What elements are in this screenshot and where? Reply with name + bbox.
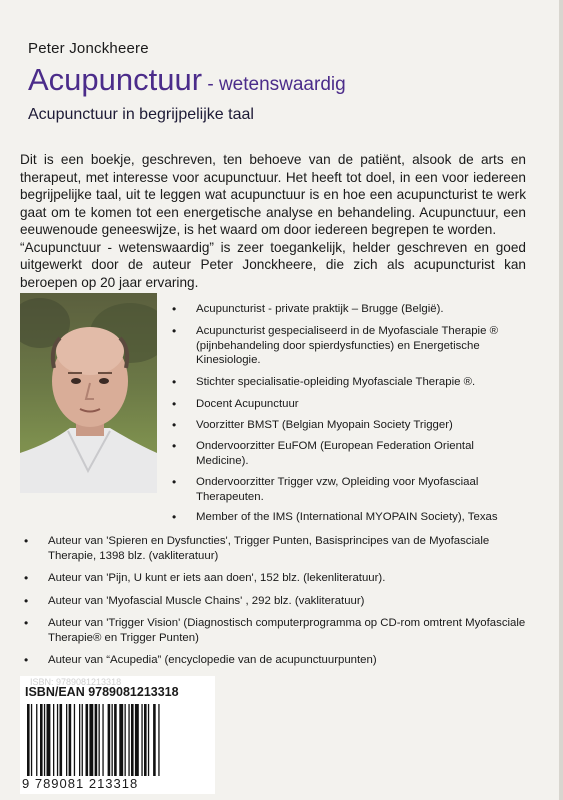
title-sub: - wetenswaardig bbox=[202, 74, 346, 95]
bullet-icon: • bbox=[172, 418, 177, 432]
bullet-icon: • bbox=[172, 510, 177, 524]
bullet-icon: • bbox=[172, 302, 177, 316]
credential-item: • Stichter specialisatie-opleiding Myofasciale Therapie ®. bbox=[172, 375, 476, 389]
title-main: Acupunctuur bbox=[28, 62, 203, 97]
credential-item: • Docent Acupunctuur bbox=[172, 397, 299, 411]
book-title bbox=[28, 62, 346, 98]
barcode bbox=[20, 676, 215, 794]
intro-paragraph-2: “Acupunctuur - wetenswaardig” is zeer toegankelijk, helder geschreven en goed uitgewerkt door de auteur Peter Jonckheere, die zich als acupuncturist kan beroepen op 20 jaar ervaring. bbox=[20, 239, 526, 290]
book-subtitle: Acupunctuur in begrijpelijke taal bbox=[28, 106, 254, 123]
author-portrait-illustration bbox=[20, 293, 157, 493]
bullet-icon: • bbox=[24, 616, 29, 630]
credential-item: • Ondervoorzitter Trigger vzw, Opleiding voor Myofasciaal Therapeuten. bbox=[172, 475, 479, 503]
author-name: Peter Jonckheere bbox=[28, 40, 149, 57]
barcode-ghost-text: ISBN: 9789081213318 bbox=[30, 677, 122, 687]
credential-item: • Voorzitter BMST (Belgian Myopain Society Trigger) bbox=[172, 418, 453, 432]
bullet-icon: • bbox=[172, 375, 177, 389]
publication-item: • Auteur van 'Myofascial Muscle Chains' , 292 blz. (vakliteratuur) bbox=[24, 594, 365, 608]
author-photo bbox=[20, 293, 157, 493]
bullet-icon: • bbox=[172, 397, 177, 411]
publication-item: • Auteur van 'Trigger Vision' (Diagnostisch computerprogramma op CD-rom omtrent Myofasciale Therapie® en Trigger Punten) bbox=[24, 616, 526, 644]
bullet-icon: • bbox=[172, 324, 177, 338]
publication-item: • Auteur van 'Spieren en Dysfuncties', Trigger Punten, Basisprincipes van de Myofasciale Therapie, 1398 blz. (vakliteratuur) bbox=[24, 534, 490, 562]
credential-item: • Acupuncturist gespecialiseerd in de Myofasciale Therapie ® (pijnbehandeling door spierdysfuncties) en Energetische Kinesiologie. bbox=[172, 324, 498, 366]
credential-item: • Ondervoorzitter EuFOM (European Federation Oriental Medicine). bbox=[172, 439, 474, 467]
intro-text bbox=[20, 151, 526, 291]
bullet-icon: • bbox=[24, 653, 29, 667]
bullet-icon: • bbox=[24, 534, 29, 548]
bullet-icon: • bbox=[24, 594, 29, 608]
barcode-bars bbox=[27, 704, 209, 776]
publication-item: • Auteur van 'Pijn, U kunt er iets aan doen', 152 blz. (lekenliteratuur). bbox=[24, 571, 386, 585]
credential-item: • Member of the IMS (International MYOPAIN Society), Texas bbox=[172, 510, 498, 524]
publication-item: • Auteur van “Acupedia” (encyclopedie van de acupunctuurpunten) bbox=[24, 653, 377, 667]
credential-item: • Acupuncturist - private praktijk – Brugge (België). bbox=[172, 302, 444, 316]
intro-paragraph-1: Dit is een boekje, geschreven, ten behoeve van de patiënt, alsook de arts en therapeut, met interesse voor acupunctuur. Het heeft tot doel, in een voor iedereen begrijpelijke taal, uit te leggen wat acupunctuur is en hoe een acupuncturist te werk gaat om te komen tot een energetische analyse en behandeling. Acupunctuur, een eeuwenoude geneeswijze, is het waard om door iedereen begrepen te worden. bbox=[20, 152, 526, 237]
bullet-icon: • bbox=[172, 439, 177, 453]
bullet-icon: • bbox=[24, 571, 29, 585]
barcode-number: 9 789081 213318 bbox=[22, 776, 139, 791]
isbn-label: ISBN/EAN 9789081213318 bbox=[25, 685, 179, 699]
page-edge bbox=[559, 0, 563, 800]
bullet-icon: • bbox=[172, 475, 177, 489]
